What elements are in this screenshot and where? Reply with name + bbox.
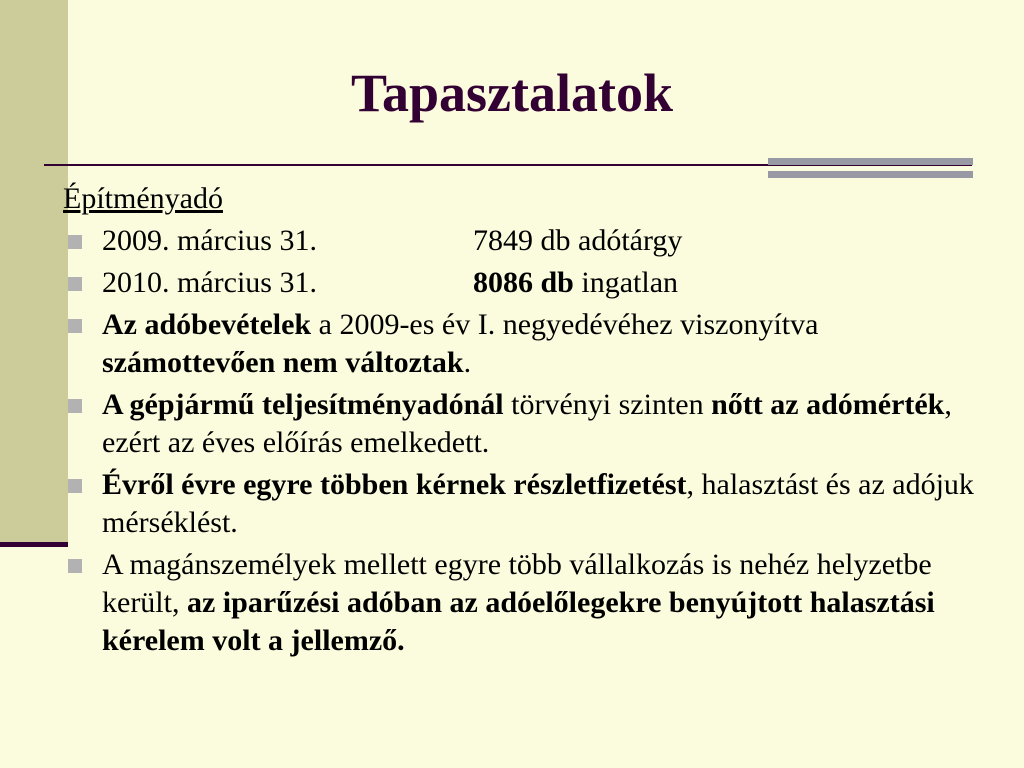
square-bullet-icon [68,559,82,573]
rule-accent-bar-top [768,158,973,165]
item-value-bold: 8086 db [473,266,574,299]
bullet-list [63,222,993,660]
item-bold-text: számottevően nem változtak [102,346,464,379]
list-item [63,546,993,660]
item-text: , halasztást és az adójuk mérséklést. [102,468,974,539]
slide-title: Tapasztalatok [350,63,674,123]
square-bullet-icon [68,479,82,493]
item-bold-text: Az adóbevételek [102,308,312,341]
rule-accent-bar-bottom [768,171,973,178]
list-item [63,386,993,462]
list-item [63,466,993,542]
square-bullet-icon [68,277,82,291]
slide-body [63,180,993,664]
item-date: 2009. március 31. [102,224,317,257]
item-text: törvényi szinten [503,388,712,421]
item-text: a 2009-es év I. negyedévéhez viszonyítva [311,308,819,341]
item-date: 2010. március 31. [102,266,317,299]
item-text: . [463,346,472,379]
square-bullet-icon [68,235,82,249]
item-bold-text: nőtt az adómérték [711,388,945,421]
left-accent-line [0,542,68,547]
list-item [63,306,993,382]
list-item [63,264,993,302]
item-bold-text: az iparűzési adóban az adóelőlegekre benyújtott halasztási kérelem volt a jellemző. [102,586,935,657]
item-text: , ezért az éves előírás emelkedett. [102,388,952,459]
item-value: 7849 db adótárgy [473,224,683,257]
item-bold-text: A gépjármű teljesítményadónál [102,388,504,421]
square-bullet-icon [68,399,82,413]
section-heading: Építményadó [63,182,223,215]
item-value: ingatlan [573,266,679,299]
square-bullet-icon [68,319,82,333]
item-bold-text: Évről évre egyre többen kérnek részletfizetést [102,468,687,501]
item-text: A magánszemélyek mellett egyre több vállalkozás is nehéz helyzetbe került, [102,548,932,619]
list-item [63,222,993,260]
